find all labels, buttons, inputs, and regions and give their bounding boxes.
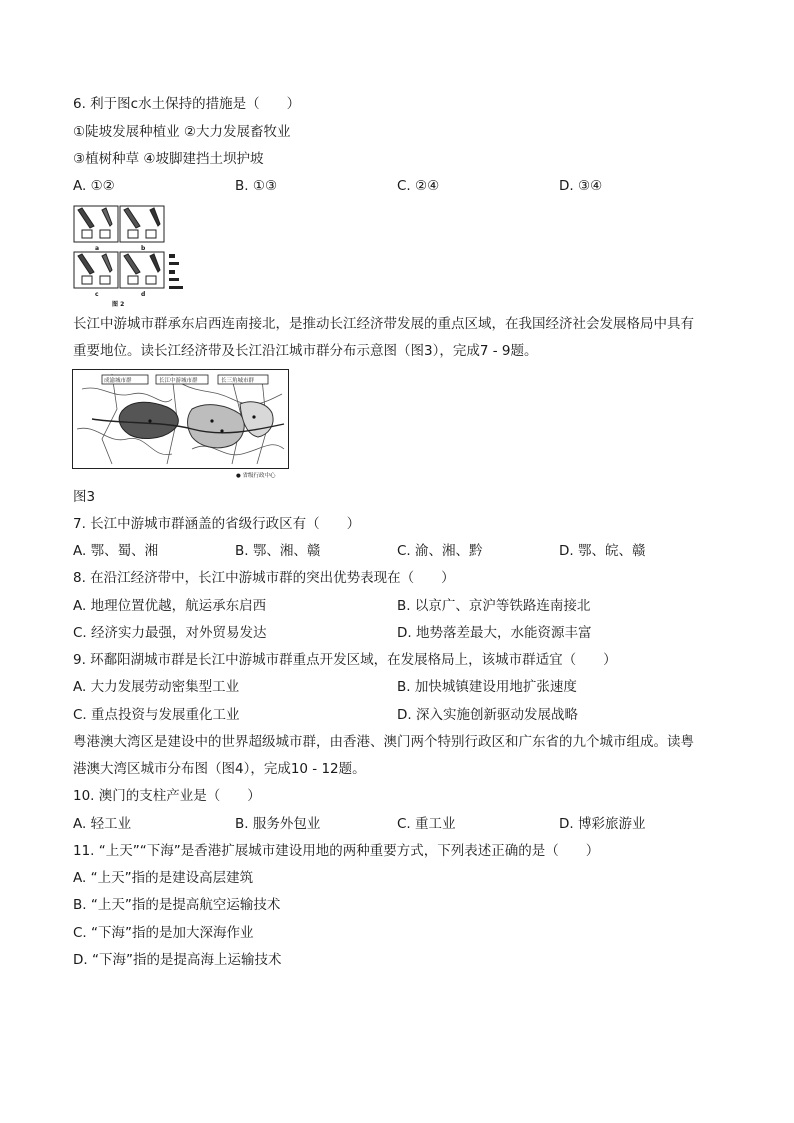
q8-option-c: C. 经济实力最强，对外贸易发达 bbox=[73, 625, 267, 641]
q10-option-a: A. 轻工业 bbox=[73, 816, 132, 832]
q7-option-c: C. 渝、湘、黔 bbox=[397, 543, 483, 559]
q9-stem: 9. 环鄱阳湖城市群是长江中游城市群重点开发区域，在发展格局上，该城市群适宜（ ） bbox=[73, 652, 617, 668]
q6-option-b: B. ①③ bbox=[235, 178, 278, 194]
q6-statements-1: ①陡坡发展种植业 ②大力发展畜牧业 bbox=[73, 124, 291, 140]
figure-3-label-middle: 长江中游城市群 bbox=[159, 378, 198, 384]
q10-option-d: D. 博彩旅游业 bbox=[559, 816, 646, 832]
figure-2-caption: 图 2 bbox=[112, 301, 125, 308]
q7-stem: 7. 长江中游城市群涵盖的省级行政区有（ ） bbox=[73, 516, 361, 532]
figure-3-yangtze-map bbox=[72, 369, 289, 481]
q10-option-b: B. 服务外包业 bbox=[235, 816, 321, 832]
q11-option-b: B. “上天”指的是提高航空运输技术 bbox=[73, 897, 281, 913]
q6-stem: 6. 利于图c水土保持的措施是（ ） bbox=[73, 96, 301, 112]
figure-2-label-a: a bbox=[95, 245, 100, 252]
passage-1-line-2: 重要地位。读长江经济带及长江沿江城市群分布示意图（图3），完成7 - 9题。 bbox=[73, 343, 538, 359]
figure-2-label-c: c bbox=[95, 291, 99, 298]
q9-option-a: A. 大力发展劳动密集型工业 bbox=[73, 679, 240, 695]
figure-3-caption: 图3 bbox=[73, 489, 96, 505]
figure-2-label-b: b bbox=[141, 245, 146, 252]
q8-option-a: A. 地理位置优越，航运承东启西 bbox=[73, 598, 267, 614]
q11-option-a: A. “上天”指的是建设高层建筑 bbox=[73, 870, 254, 886]
passage-1-line-1: 长江中游城市群承东启西连南接北，是推动长江经济带发展的重点区域，在我国经济社会发展格局中具有 bbox=[73, 316, 694, 332]
q9-option-c: C. 重点投资与发展重化工业 bbox=[73, 707, 240, 723]
q8-option-b: B. 以京广、京沪等铁路连南接北 bbox=[397, 598, 591, 614]
q6-statements-2: ③植树种草 ④坡脚建挡土坝护坡 bbox=[73, 151, 264, 167]
q8-option-d: D. 地势落差最大，水能资源丰富 bbox=[397, 625, 592, 641]
q11-option-d: D. “下海”指的是提高海上运输技术 bbox=[73, 952, 282, 968]
q8-stem: 8. 在沿江经济带中，长江中游城市群的突出优势表现在（ ） bbox=[73, 570, 455, 586]
q6-option-c: C. ②④ bbox=[397, 178, 440, 194]
figure-3-label-chengyu: 成渝城市群 bbox=[104, 378, 132, 384]
q7-option-b: B. 鄂、湘、赣 bbox=[235, 543, 321, 559]
figure-2-erosion-experiment bbox=[72, 204, 192, 307]
q9-option-b: B. 加快城镇建设用地扩张速度 bbox=[397, 679, 577, 695]
figure-3-legend: ● 省级行政中心 bbox=[236, 473, 276, 479]
q7-option-d: D. 鄂、皖、赣 bbox=[559, 543, 646, 559]
q10-option-c: C. 重工业 bbox=[397, 816, 456, 832]
q10-stem: 10. 澳门的支柱产业是（ ） bbox=[73, 788, 261, 804]
passage-2-line-1: 粤港澳大湾区是建设中的世界超级城市群，由香港、澳门两个特别行政区和广东省的九个城市组成。读粤 bbox=[73, 734, 694, 750]
q6-option-d: D. ③④ bbox=[559, 178, 603, 194]
figure-3-label-delta: 长三角城市群 bbox=[221, 378, 255, 384]
q9-option-d: D. 深入实施创新驱动发展战略 bbox=[397, 707, 578, 723]
figure-2-label-d: d bbox=[141, 291, 146, 298]
q11-stem: 11. “上天”“下海”是香港扩展城市建设用地的两种重要方式，下列表述正确的是（ ） bbox=[73, 843, 600, 859]
q6-option-a: A. ①② bbox=[73, 178, 115, 194]
q7-option-a: A. 鄂、蜀、湘 bbox=[73, 543, 159, 559]
q11-option-c: C. “下海”指的是加大深海作业 bbox=[73, 925, 254, 941]
passage-2-line-2: 港澳大湾区城市分布图（图4），完成10 - 12题。 bbox=[73, 761, 366, 777]
